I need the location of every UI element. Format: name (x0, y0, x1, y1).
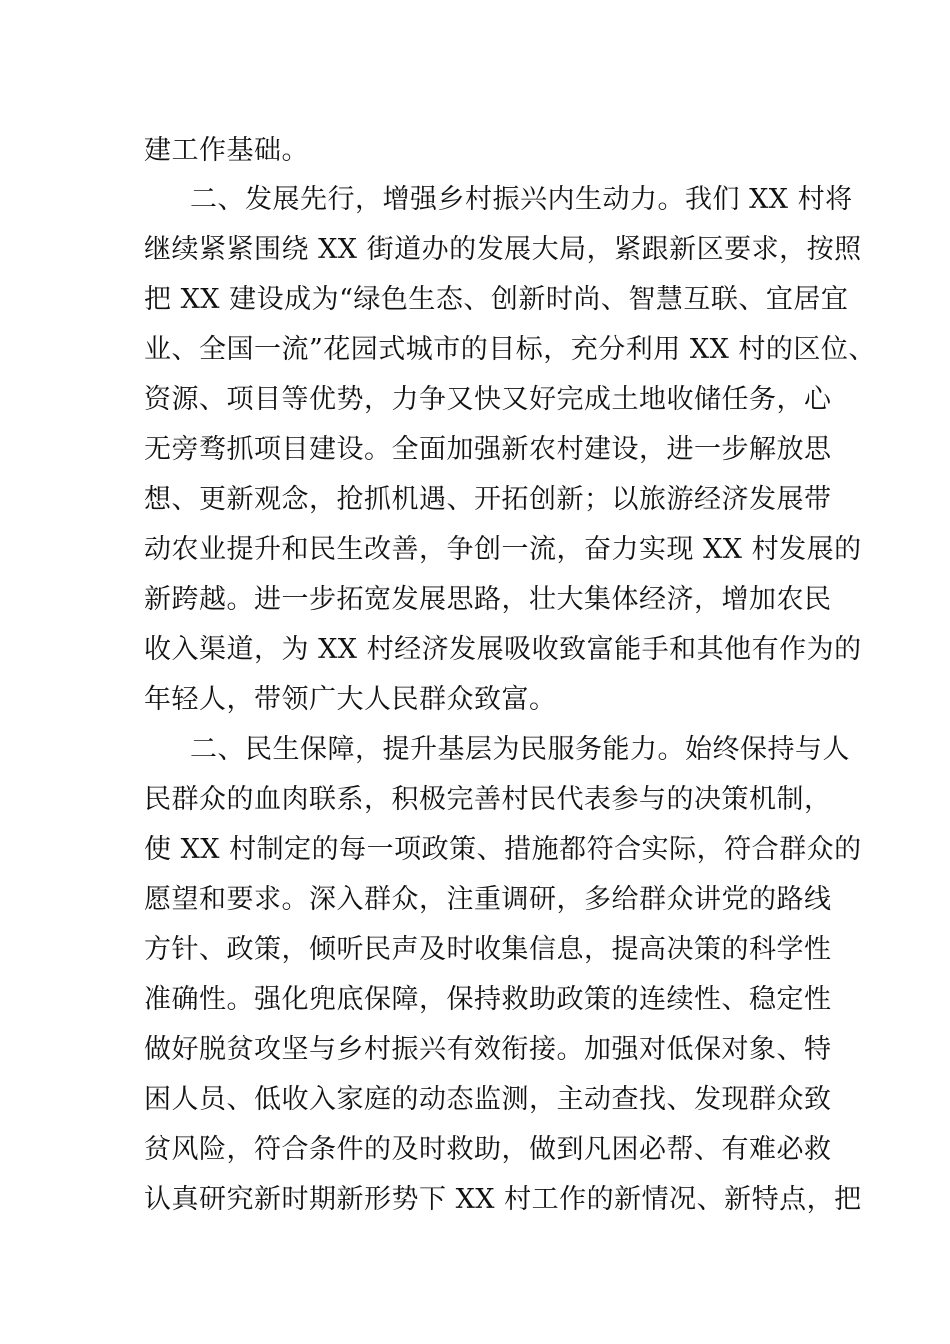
paragraph-heading-livelihood: 二、民生保障，提升基层为民服务能力。始终保持与人 (190, 734, 850, 765)
text-line: 资源、项目等优势，力争又快又好完成土地收储任务，心 (144, 384, 832, 415)
text-line: 收入渠道，为 XX 村经济发展吸收致富能手和其他有作为的 (144, 634, 862, 665)
text-line: 建工作基础。 (144, 135, 309, 166)
text-line: 贫风险，符合条件的及时救助，做到凡困必帮、有难必救 (144, 1134, 832, 1165)
text-line: 方针、政策，倾听民声及时收集信息，提高决策的科学性 (144, 934, 832, 965)
text-line: 认真研究新时期新形势下 XX 村工作的新情况、新特点，把 (144, 1184, 862, 1215)
text-line: 做好脱贫攻坚与乡村振兴有效衔接。加强对低保对象、特 (144, 1034, 832, 1065)
text-line: 业、全国一流”花园式城市的目标，充分利用 XX 村的区位、 (144, 334, 876, 365)
text-line: 把 XX 建设成为“绿色生态、创新时尚、智慧互联、宜居宜 (144, 284, 849, 315)
paragraph-heading-development: 二、发展先行，增强乡村振兴内生动力。我们 XX 村将 (190, 184, 853, 215)
text-line: 愿望和要求。深入群众，注重调研，多给群众讲党的路线 (144, 884, 832, 915)
text-line: 使 XX 村制定的每一项政策、措施都符合实际，符合群众的 (144, 834, 862, 865)
text-line: 想、更新观念，抢抓机遇、开拓创新；以旅游经济发展带 (144, 484, 832, 515)
text-line: 新跨越。进一步拓宽发展思路，壮大集体经济，增加农民 (144, 584, 832, 615)
text-line: 民群众的血肉联系，积极完善村民代表参与的决策机制， (144, 784, 832, 815)
text-line: 困人员、低收入家庭的动态监测，主动查找、发现群众致 (144, 1084, 832, 1115)
text-line: 动农业提升和民生改善，争创一流，奋力实现 XX 村发展的 (144, 534, 862, 565)
text-line: 年轻人，带领广大人民群众致富。 (144, 684, 557, 715)
text-line: 无旁骛抓项目建设。全面加强新农村建设，进一步解放思 (144, 434, 832, 465)
text-line: 准确性。强化兜底保障，保持救助政策的连续性、稳定性 (144, 984, 832, 1015)
text-line: 继续紧紧围绕 XX 街道办的发展大局，紧跟新区要求，按照 (144, 234, 862, 265)
